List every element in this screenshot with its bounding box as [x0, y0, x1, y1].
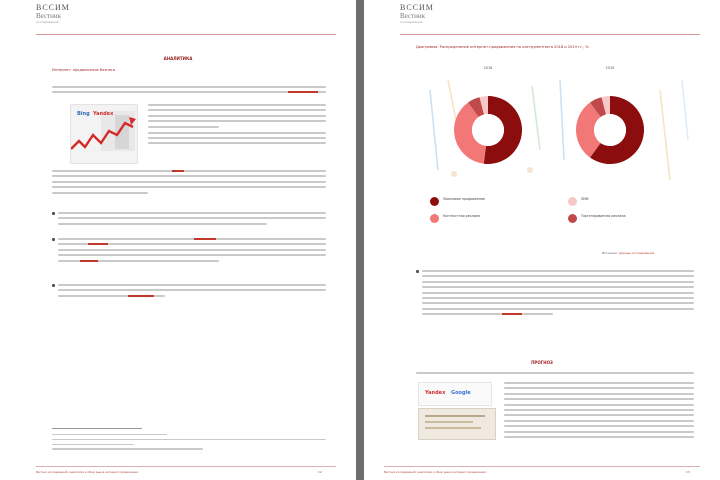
- document-page-left[interactable]: [0, 0, 356, 480]
- legend-item: [568, 214, 626, 223]
- donut-hole: [472, 114, 504, 146]
- bullet: [52, 212, 55, 215]
- page-number: 12: [318, 470, 322, 474]
- section-title: АНАЛИТИКА: [163, 56, 193, 61]
- footnotes: [52, 434, 326, 453]
- article-figure: [70, 104, 138, 164]
- search-results-image: [418, 408, 496, 440]
- section-title: ПРОГНОЗ: [531, 360, 553, 365]
- legend-item: [430, 197, 485, 206]
- paragraph: [148, 104, 326, 148]
- legend-label: Поисковое продвижение: [443, 197, 486, 201]
- chart-source: [602, 251, 654, 255]
- bullet: [416, 270, 419, 273]
- logo-line-2: Вестник: [400, 12, 426, 20]
- chart-year-label: 2019: [605, 66, 615, 70]
- search-results-thumbnail: [419, 409, 495, 439]
- page-number: 13: [686, 470, 690, 474]
- header-rule: [36, 34, 336, 35]
- journal-logo: [36, 4, 78, 26]
- legend-item: [430, 214, 480, 223]
- list-item: [58, 284, 326, 300]
- footnote-rule: [52, 428, 142, 429]
- legend-swatch: [568, 214, 577, 223]
- footer-rule: [36, 466, 336, 467]
- figure-logo-b: Yandex: [93, 111, 114, 117]
- search-logo-b: Google: [451, 390, 471, 396]
- subsection-title: Интернет: продвижение бизнеса: [52, 68, 116, 72]
- paragraph: [52, 170, 326, 197]
- source-value: данные исследования: [618, 251, 655, 255]
- footer-text: Вестник исследований: Аналитика и обзор рынка интернет-продвижения: [384, 471, 486, 474]
- paragraph: [52, 86, 326, 97]
- paragraph: [416, 372, 694, 377]
- chart-title: Диаграмма: Распределение интернет-продвижения по инструментам в 2018 и 2019 гг., %: [416, 45, 589, 49]
- legend-label: SMM: [581, 197, 589, 201]
- legend-label: Контекстная реклама: [443, 214, 480, 218]
- legend-swatch: [430, 197, 439, 206]
- bullet: [52, 284, 55, 287]
- search-engines-image: [418, 382, 492, 406]
- legend-label: Таргетированная реклама: [581, 214, 626, 218]
- logo-line-3: исследований: [36, 20, 59, 24]
- list-item: [422, 270, 694, 319]
- legend-swatch: [568, 197, 577, 206]
- document-page-right[interactable]: [364, 0, 720, 480]
- donut-hole: [594, 114, 626, 146]
- logo-line-1: ВССИМ: [36, 3, 70, 12]
- search-logo-a: Yandex: [425, 390, 446, 396]
- footer-rule: [384, 466, 700, 467]
- legend-swatch: [430, 214, 439, 223]
- logo-line-3: исследований: [400, 20, 423, 24]
- footer-text: Вестник исследований: Аналитика и обзор рынка интернет-продвижения: [36, 471, 138, 474]
- logo-line-1: ВССИМ: [400, 3, 434, 12]
- source-label: Источник:: [602, 251, 618, 255]
- bullet: [52, 238, 55, 241]
- chart-year-label: 2018: [483, 66, 493, 70]
- list-item: [58, 212, 326, 228]
- figure-logo-a: Bing: [77, 111, 90, 117]
- list-item: [58, 238, 326, 265]
- page-gutter: [356, 0, 364, 480]
- paragraph: [504, 382, 694, 441]
- legend-item: [568, 197, 589, 206]
- logo-line-2: Вестник: [36, 12, 62, 20]
